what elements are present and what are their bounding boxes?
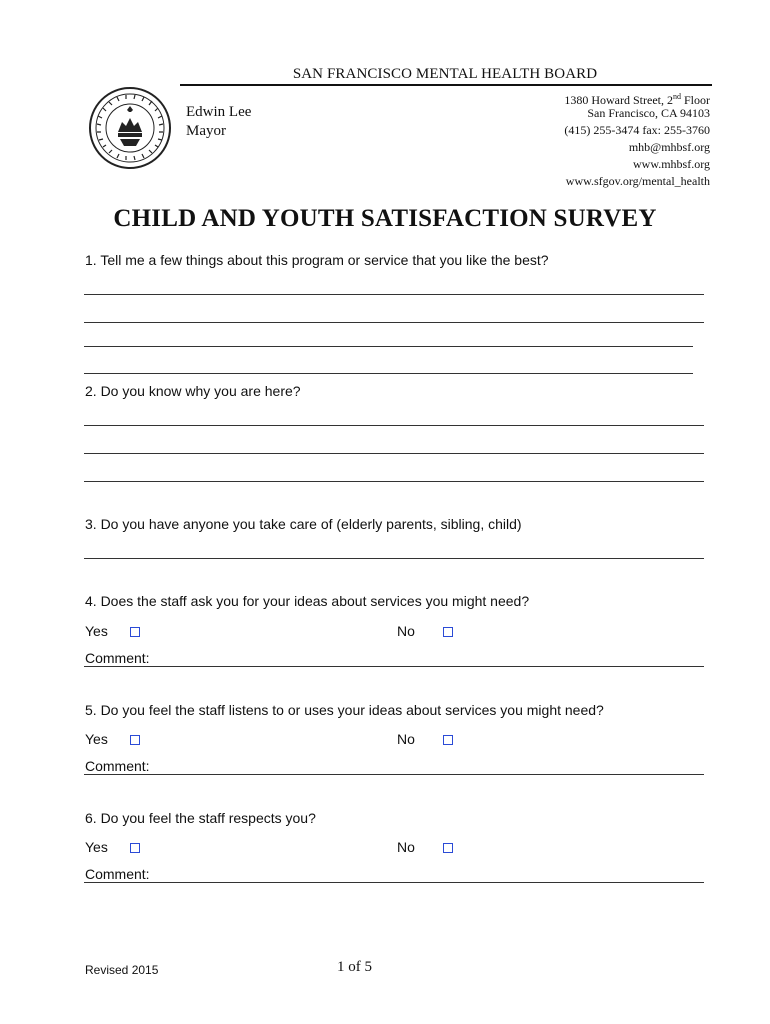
survey-title: CHILD AND YOUTH SATISFACTION SURVEY <box>113 205 657 232</box>
question-2: 2. Do you know why you are here? <box>85 383 301 399</box>
question-6: 6. Do you feel the staff respects you? <box>85 810 316 826</box>
no-checkbox[interactable] <box>443 735 453 745</box>
question-4: 4. Does the staff ask you for your ideas about services you might need? <box>85 593 530 609</box>
revised-note: Revised 2015 <box>85 963 159 977</box>
address-superscript: nd <box>672 92 681 101</box>
answer-line[interactable] <box>84 373 693 374</box>
comment-line[interactable] <box>84 666 704 667</box>
comment-label: Comment: <box>85 758 150 774</box>
answer-line[interactable] <box>84 425 704 426</box>
answer-line[interactable] <box>84 346 693 347</box>
email-link[interactable]: mhb@mhbsf.org <box>628 140 710 154</box>
yes-checkbox[interactable] <box>130 735 140 745</box>
page-number: 1 of 5 <box>337 959 372 975</box>
website2-link[interactable]: www.sfgov.org/mental_health <box>565 174 710 188</box>
comment-label: Comment: <box>85 866 150 882</box>
answer-line[interactable] <box>84 558 704 559</box>
website-link[interactable]: www.mhbsf.org <box>633 157 710 171</box>
answer-line[interactable] <box>84 322 704 323</box>
no-checkbox[interactable] <box>443 627 453 637</box>
no-label: No <box>397 731 415 747</box>
board-title: SAN FRANCISCO MENTAL HEALTH BOARD <box>292 66 598 82</box>
no-label: No <box>397 623 415 639</box>
yes-label: Yes <box>85 623 108 639</box>
question-5: 5. Do you feel the staff listens to or uses your ideas about services you might need? <box>85 702 604 718</box>
answer-line[interactable] <box>84 294 704 295</box>
address-floor: Floor <box>680 93 710 107</box>
address-city: San Francisco, CA 94103 <box>587 106 710 120</box>
yes-checkbox[interactable] <box>130 843 140 853</box>
phone-fax: (415) 255-3474 fax: 255-3760 <box>564 123 710 137</box>
yes-label: Yes <box>85 731 108 747</box>
mayor-name: Edwin Lee <box>186 104 252 120</box>
question-1: 1. Tell me a few things about this program or service that you like the best? <box>85 252 549 268</box>
comment-line[interactable] <box>84 882 704 883</box>
no-checkbox[interactable] <box>443 843 453 853</box>
address-street-text: 1380 Howard Street, 2 <box>564 93 673 107</box>
header-divider <box>180 84 712 86</box>
yes-label: Yes <box>85 839 108 855</box>
answer-line[interactable] <box>84 453 704 454</box>
question-3: 3. Do you have anyone you take care of (elderly parents, sibling, child) <box>85 516 522 532</box>
city-seal-logo <box>88 86 172 170</box>
no-label: No <box>397 839 415 855</box>
mayor-title: Mayor <box>186 123 226 139</box>
answer-line[interactable] <box>84 481 704 482</box>
comment-line[interactable] <box>84 774 704 775</box>
comment-label: Comment: <box>85 650 150 666</box>
yes-checkbox[interactable] <box>130 627 140 637</box>
